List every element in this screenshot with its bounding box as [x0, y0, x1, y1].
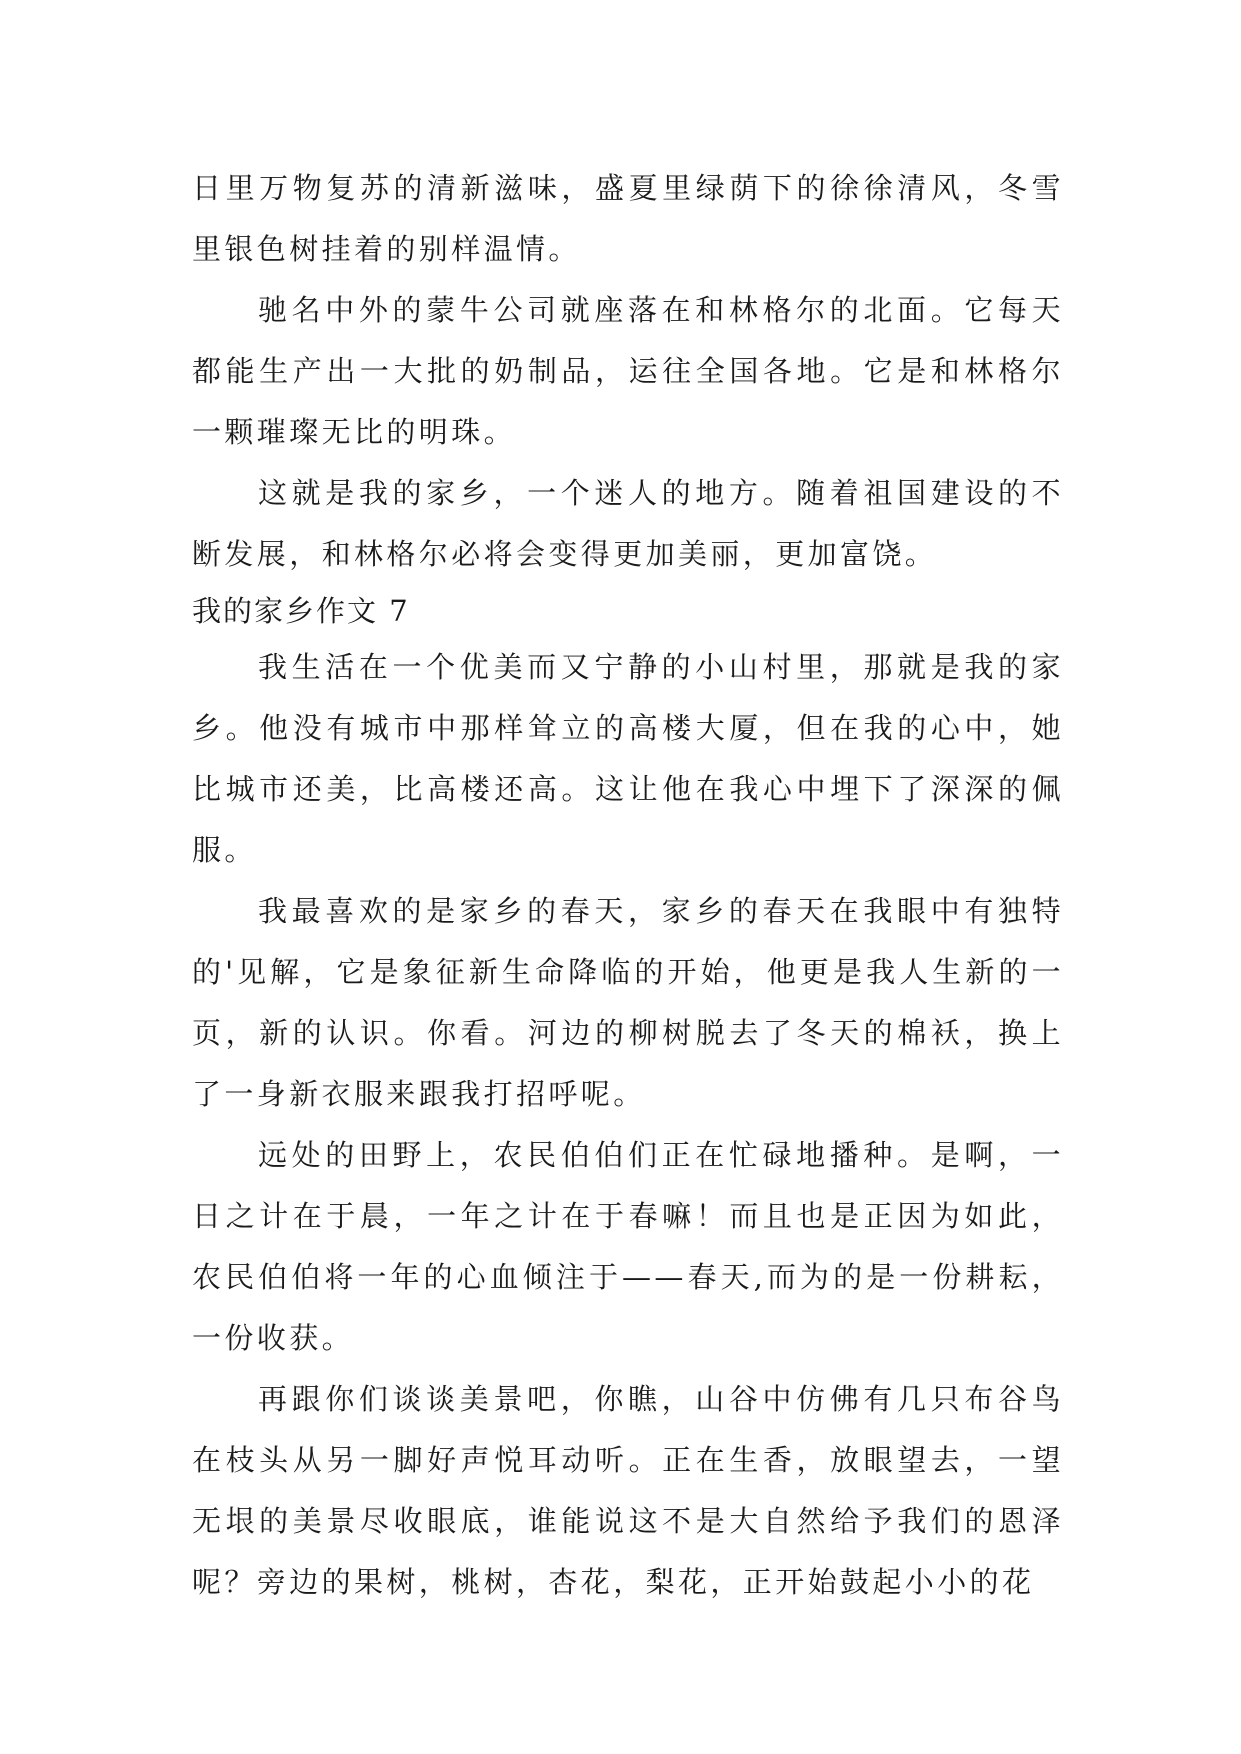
paragraph-fields: 远处的田野上，农民伯伯们正在忙碌地播种。是啊，一日之计在于晨，一年之计在于春嘛！而且也是正因为如此，农民伯伯将一年的心血倾注于——春天,而为的是一份耕耘，一份收获。	[192, 1138, 1064, 1355]
essay-heading: 我的家乡作文 7	[192, 594, 410, 628]
paragraph-continuation: 日里万物复苏的清新滋味，盛夏里绿荫下的徐徐清风，冬雪里银色树挂着的别样温情。	[192, 171, 1064, 266]
paragraph-village: 我生活在一个优美而又宁静的小山村里，那就是我的家乡。他没有城市中那样耸立的高楼大厦，但在我的心中，她比城市还美，比高楼还高。这让他在我心中埋下了深深的佩服。	[192, 650, 1064, 867]
paragraph-scenery: 再跟你们谈谈美景吧，你瞧，山谷中仿佛有几只布谷鸟在枝头从另一脚好声悦耳动听。正在生香，放眼望去，一望无垠的美景尽收眼底，谁能说这不是大自然给予我们的恩泽呢？旁边的果树，桃树，杏花，梨花，正开始鼓起小小的花	[192, 1382, 1064, 1599]
document-body	[192, 158, 1064, 1613]
paragraph-spring: 我最喜欢的是家乡的春天，家乡的春天在我眼中有独特的'见解，它是象征新生命降临的开始，他更是我人生新的一页，新的认识。你看。河边的柳树脱去了冬天的棉袄，换上了一身新衣服来跟我打招呼呢。	[192, 894, 1064, 1111]
paragraph-mengniu: 驰名中外的蒙牛公司就座落在和林格尔的北面。它每天都能生产出一大批的奶制品，运往全国各地。它是和林格尔一颗璀璨无比的明珠。	[192, 293, 1064, 449]
paragraph-conclusion: 这就是我的家乡，一个迷人的地方。随着祖国建设的不断发展，和林格尔必将会变得更加美丽，更加富饶。	[192, 476, 1064, 571]
